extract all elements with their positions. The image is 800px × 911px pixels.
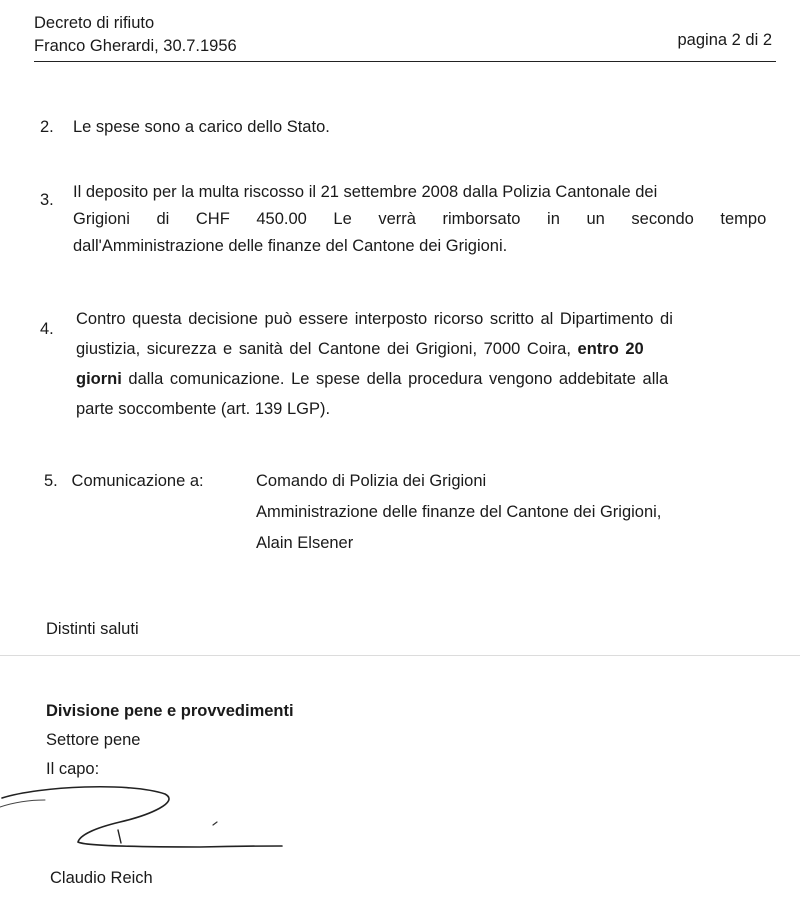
recipient: Alain Elsener [256,534,354,552]
item-number: 5. [44,472,58,490]
header-rule [34,61,776,62]
scan-artifact-line [0,655,800,656]
signer-name: Claudio Reich [50,869,153,887]
signer-role: Il capo: [46,760,100,778]
item-3 [40,177,776,261]
subject-line: Franco Gherardi, 30.7.1956 [34,37,237,55]
recipients-list [256,466,661,559]
item-4 [40,304,776,424]
recipients-label: Comunicazione a: [71,472,204,490]
item-2 [40,112,776,142]
item-line: Grigioni di CHF 450.00 Le verrà rimborsato in un secondo tempo [73,210,767,228]
item-line: giustizia, sicurezza e sanità del Cantone dei Grigioni, 7000 Coira, entro 20 [76,340,644,358]
deadline-bold: entro 20 [577,340,644,358]
item-line: Contro questa decisione può essere interposto ricorso scritto al Dipartimento di [76,310,673,328]
handwritten-signature [0,780,300,860]
deadline-bold: giorni [76,370,122,388]
doc-type: Decreto di rifiuto [34,14,155,32]
item-number: 2. [40,118,54,136]
closing-greeting: Distinti saluti [46,620,139,638]
division-name: Divisione pene e provvedimenti [46,702,294,720]
item-line: parte soccombente (art. 139 LGP). [76,400,331,418]
recipient: Comando di Polizia dei Grigioni [256,472,487,490]
recipient: Amministrazione delle finanze del Cantone dei Grigioni, [256,503,662,521]
item-number: 4. [40,320,54,338]
item-number: 3. [40,191,54,209]
item-text: Le spese sono a carico dello Stato. [73,118,330,136]
item-line: dall'Amministrazione delle finanze del Cantone dei Grigioni. [73,237,508,255]
item-line: Il deposito per la multa riscosso il 21 settembre 2008 dalla Polizia Cantonale dei [73,183,658,201]
item-line: giorni dalla comunicazione. Le spese della procedura vengono addebitate alla [76,370,669,388]
page-number: pagina 2 di 2 [677,31,772,49]
sector-name: Settore pene [46,731,141,749]
